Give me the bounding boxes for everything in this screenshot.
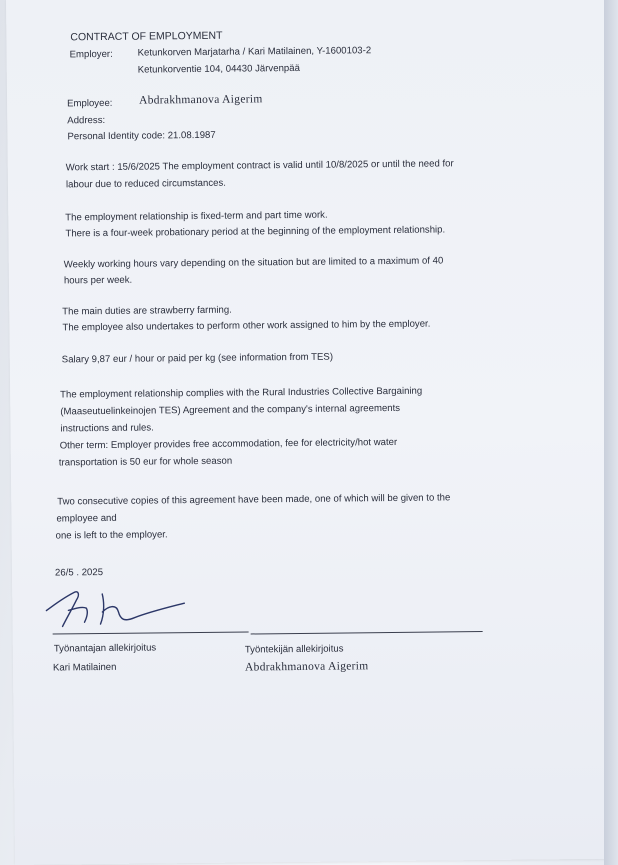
contract-page <box>6 0 615 865</box>
employer-signature-label: Työnantajan allekirjoitus <box>53 642 157 655</box>
employer-address: Ketunkorventie 104, 04430 Järvenpää <box>137 62 300 76</box>
agreement-line2: (Maaseutuelinkeinojen TES) Agreement and the company's internal agreements <box>60 402 401 418</box>
relationship-line2: There is a four-week probationary period at the beginning of the employment relationship. <box>65 224 446 240</box>
hours-line2: hours per week. <box>63 274 133 287</box>
copies-line1: Two consecutive copies of this agreement have been made, one of which will be given to the <box>57 492 451 508</box>
document-title: CONTRACT OF EMPLOYMENT <box>70 29 223 44</box>
duties-line1: The main duties are strawberry farming. <box>62 304 232 318</box>
employer-signatory-name: Kari Matilainen <box>52 661 117 674</box>
copies-line3: one is left to the employer. <box>55 529 168 542</box>
duties-line2: The employee also undertakes to perform other work assigned to him by the employer. <box>62 318 431 334</box>
employee-signatory-name: Abdrakhmanova Aigerim <box>244 660 369 674</box>
agreement-line1: The employment relationship complies with the Rural Industries Collective Bargaining <box>60 385 423 401</box>
employee-signature-label: Työntekijän allekirjoitus <box>244 643 344 656</box>
work-start-line1: Work start : 15/6/2025 The employment contract is valid until 10/8/2025 or until the need for <box>65 158 454 174</box>
employer-label: Employer: <box>69 48 113 61</box>
address-label: Address: <box>67 114 106 127</box>
work-start-line2: labour due to reduced circumstances. <box>65 177 226 191</box>
salary-line: Salary 9,87 eur / hour or paid per kg (see information from TES) <box>61 351 334 366</box>
employee-signature-line <box>251 631 483 634</box>
employer-details: Ketunkorven Marjatarha / Kari Matilainen, Y-1600103-2 <box>137 45 372 59</box>
personal-id: Personal Identity code: 21.08.1987 <box>67 129 216 143</box>
copies-line2: employee and <box>56 512 117 525</box>
employer-signature <box>42 581 213 633</box>
contract-date: 26/5 . 2025 <box>54 567 104 579</box>
employee-label: Employee: <box>67 97 113 110</box>
agreement-line4: Other term: Employer provides free accommodation, fee for electricity/hot water <box>59 436 398 452</box>
employee-name: Abdrakhmanova Aigerim <box>138 93 263 107</box>
agreement-line5: transportation is 50 eur for whole season <box>58 455 233 469</box>
relationship-line1: The employment relationship is fixed-term and part time work. <box>65 209 328 224</box>
table-edge <box>604 0 618 865</box>
agreement-line3: instructions and rules. <box>60 422 154 435</box>
hours-line1: Weekly working hours vary depending on the situation but are limited to a maximum of 40 <box>63 255 444 271</box>
